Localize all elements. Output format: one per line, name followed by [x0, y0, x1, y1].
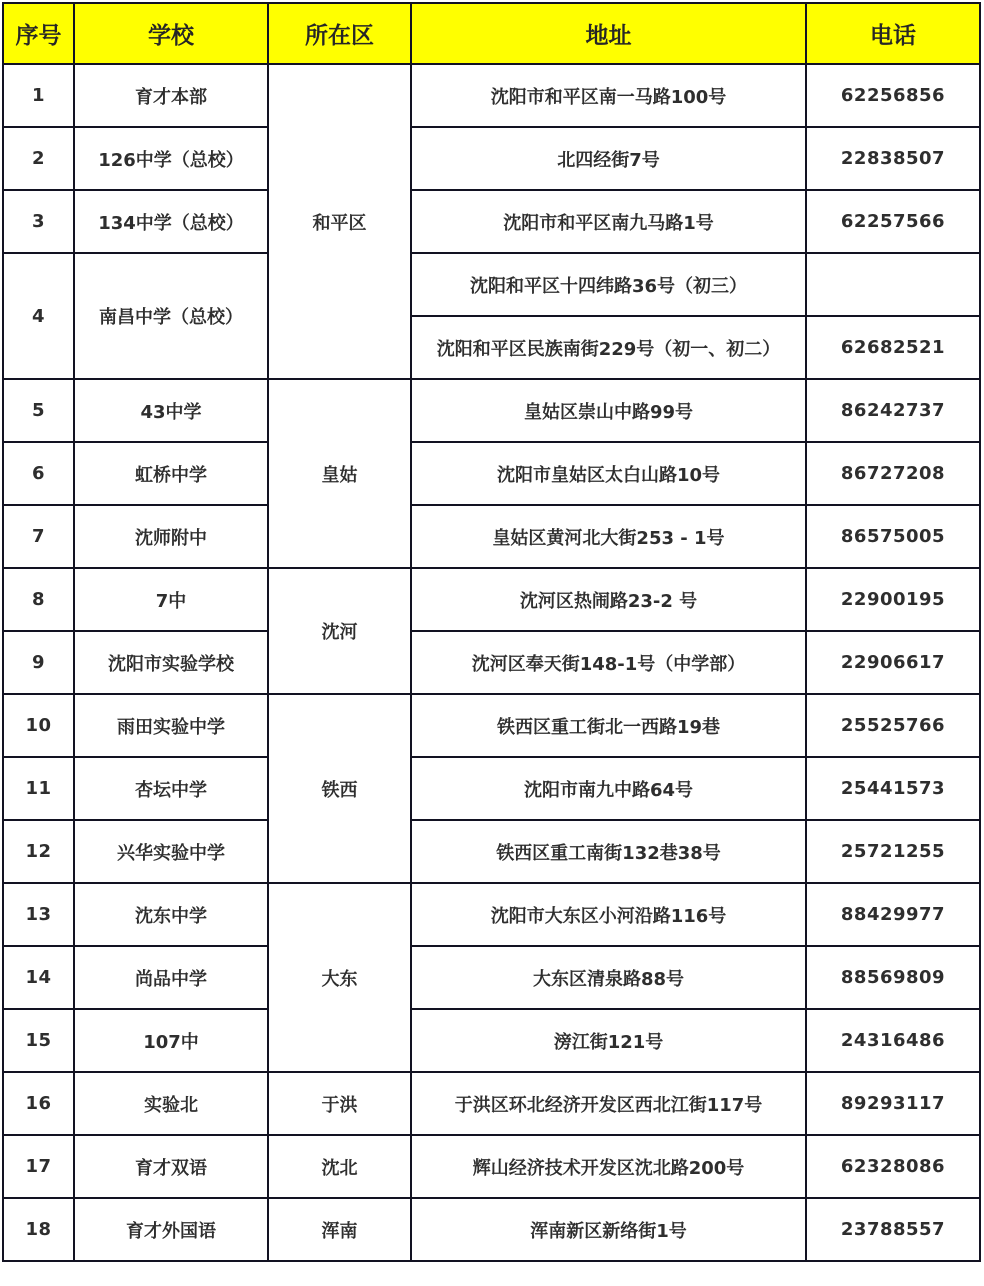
address: 沈阳和平区民族南街229号（初一、初二）: [411, 316, 806, 379]
address: 皇姑区黄河北大街253 - 1号: [411, 505, 806, 568]
address: 沈阳市和平区南一马路100号: [411, 64, 806, 127]
row-number: 14: [3, 946, 74, 1009]
phone-number: 22900195: [806, 568, 980, 631]
phone-number: 62682521: [806, 316, 980, 379]
row-number: 16: [3, 1072, 74, 1135]
district-cell: 沈北: [268, 1135, 411, 1198]
address: 皇姑区崇山中路99号: [411, 379, 806, 442]
phone-number: 62257566: [806, 190, 980, 253]
address: 辉山经济技术开发区沈北路200号: [411, 1135, 806, 1198]
phone-number: 86575005: [806, 505, 980, 568]
row-number: 2: [3, 127, 74, 190]
table-row: [3, 127, 980, 190]
school-name: 尚品中学: [74, 946, 268, 1009]
school-name: 134中学（总校）: [74, 190, 268, 253]
header-school: 学校: [74, 3, 268, 64]
district-cell: 皇姑: [268, 379, 411, 568]
address: 沈河区热闹路23-2 号: [411, 568, 806, 631]
phone-number: 62256856: [806, 64, 980, 127]
table-row: [3, 883, 980, 946]
district-cell: 浑南: [268, 1198, 411, 1261]
table-row: [3, 64, 980, 127]
header-number: 序号: [3, 3, 74, 64]
table-row: [3, 1198, 980, 1261]
phone-number: 23788557: [806, 1198, 980, 1261]
header-address: 地址: [411, 3, 806, 64]
phone-number: 88569809: [806, 946, 980, 1009]
address: 沈阳市大东区小河沿路116号: [411, 883, 806, 946]
school-name: 南昌中学（总校）: [74, 253, 268, 379]
district-cell: 和平区: [268, 64, 411, 379]
district-cell: 于洪: [268, 1072, 411, 1135]
school-name: 沈东中学: [74, 883, 268, 946]
row-number: 6: [3, 442, 74, 505]
phone-number: 25525766: [806, 694, 980, 757]
school-name: 43中学: [74, 379, 268, 442]
address: 滂江街121号: [411, 1009, 806, 1072]
table-row: [3, 1009, 980, 1072]
table-row: [3, 1135, 980, 1198]
row-number: 17: [3, 1135, 74, 1198]
row-number: 13: [3, 883, 74, 946]
school-name: 育才本部: [74, 64, 268, 127]
school-name: 杏坛中学: [74, 757, 268, 820]
school-name: 沈阳市实验学校: [74, 631, 268, 694]
address: 沈河区奉天街148-1号（中学部）: [411, 631, 806, 694]
table-row: [3, 253, 980, 316]
school-name: 107中: [74, 1009, 268, 1072]
phone-number: 88429977: [806, 883, 980, 946]
school-name: 126中学（总校）: [74, 127, 268, 190]
phone-number: 86727208: [806, 442, 980, 505]
row-number: 18: [3, 1198, 74, 1261]
district-cell: 铁西: [268, 694, 411, 883]
school-name: 沈师附中: [74, 505, 268, 568]
address: 沈阳市和平区南九马路1号: [411, 190, 806, 253]
phone-number: 22838507: [806, 127, 980, 190]
school-directory-table: [2, 2, 981, 1262]
address: 浑南新区新络街1号: [411, 1198, 806, 1261]
row-number: 11: [3, 757, 74, 820]
row-number: 4: [3, 253, 74, 379]
row-number: 12: [3, 820, 74, 883]
table-row: [3, 1072, 980, 1135]
school-name: 兴华实验中学: [74, 820, 268, 883]
table-row: [3, 757, 980, 820]
phone-number: 62328086: [806, 1135, 980, 1198]
row-number: 1: [3, 64, 74, 127]
row-number: 8: [3, 568, 74, 631]
row-number: 3: [3, 190, 74, 253]
phone-number: 25721255: [806, 820, 980, 883]
row-number: 10: [3, 694, 74, 757]
table-row: [3, 505, 980, 568]
table-row: [3, 694, 980, 757]
address: 沈阳和平区十四纬路36号（初三）: [411, 253, 806, 316]
table-row: [3, 190, 980, 253]
header-phone: 电话: [806, 3, 980, 64]
school-name: 育才双语: [74, 1135, 268, 1198]
phone-number: 89293117: [806, 1072, 980, 1135]
row-number: 5: [3, 379, 74, 442]
table-row: [3, 568, 980, 631]
address: 铁西区重工南街132巷38号: [411, 820, 806, 883]
header-row: [3, 3, 980, 64]
table-row: [3, 631, 980, 694]
address: 北四经街7号: [411, 127, 806, 190]
table-row: [3, 820, 980, 883]
address: 于洪区环北经济开发区西北江街117号: [411, 1072, 806, 1135]
school-name: 实验北: [74, 1072, 268, 1135]
school-name: 雨田实验中学: [74, 694, 268, 757]
address: 沈阳市皇姑区太白山路10号: [411, 442, 806, 505]
phone-number: 86242737: [806, 379, 980, 442]
school-name: 虹桥中学: [74, 442, 268, 505]
row-number: 15: [3, 1009, 74, 1072]
phone-number: 25441573: [806, 757, 980, 820]
header-district: 所在区: [268, 3, 411, 64]
phone-number: 22906617: [806, 631, 980, 694]
table-row: [3, 946, 980, 1009]
address: 大东区清泉路88号: [411, 946, 806, 1009]
address: 铁西区重工街北一西路19巷: [411, 694, 806, 757]
table-row: [3, 442, 980, 505]
school-name: 7中: [74, 568, 268, 631]
school-name: 育才外国语: [74, 1198, 268, 1261]
district-cell: 沈河: [268, 568, 411, 694]
address: 沈阳市南九中路64号: [411, 757, 806, 820]
phone-number: 24316486: [806, 1009, 980, 1072]
phone-number: [806, 253, 980, 316]
district-cell: 大东: [268, 883, 411, 1072]
row-number: 7: [3, 505, 74, 568]
row-number: 9: [3, 631, 74, 694]
table-row: [3, 379, 980, 442]
